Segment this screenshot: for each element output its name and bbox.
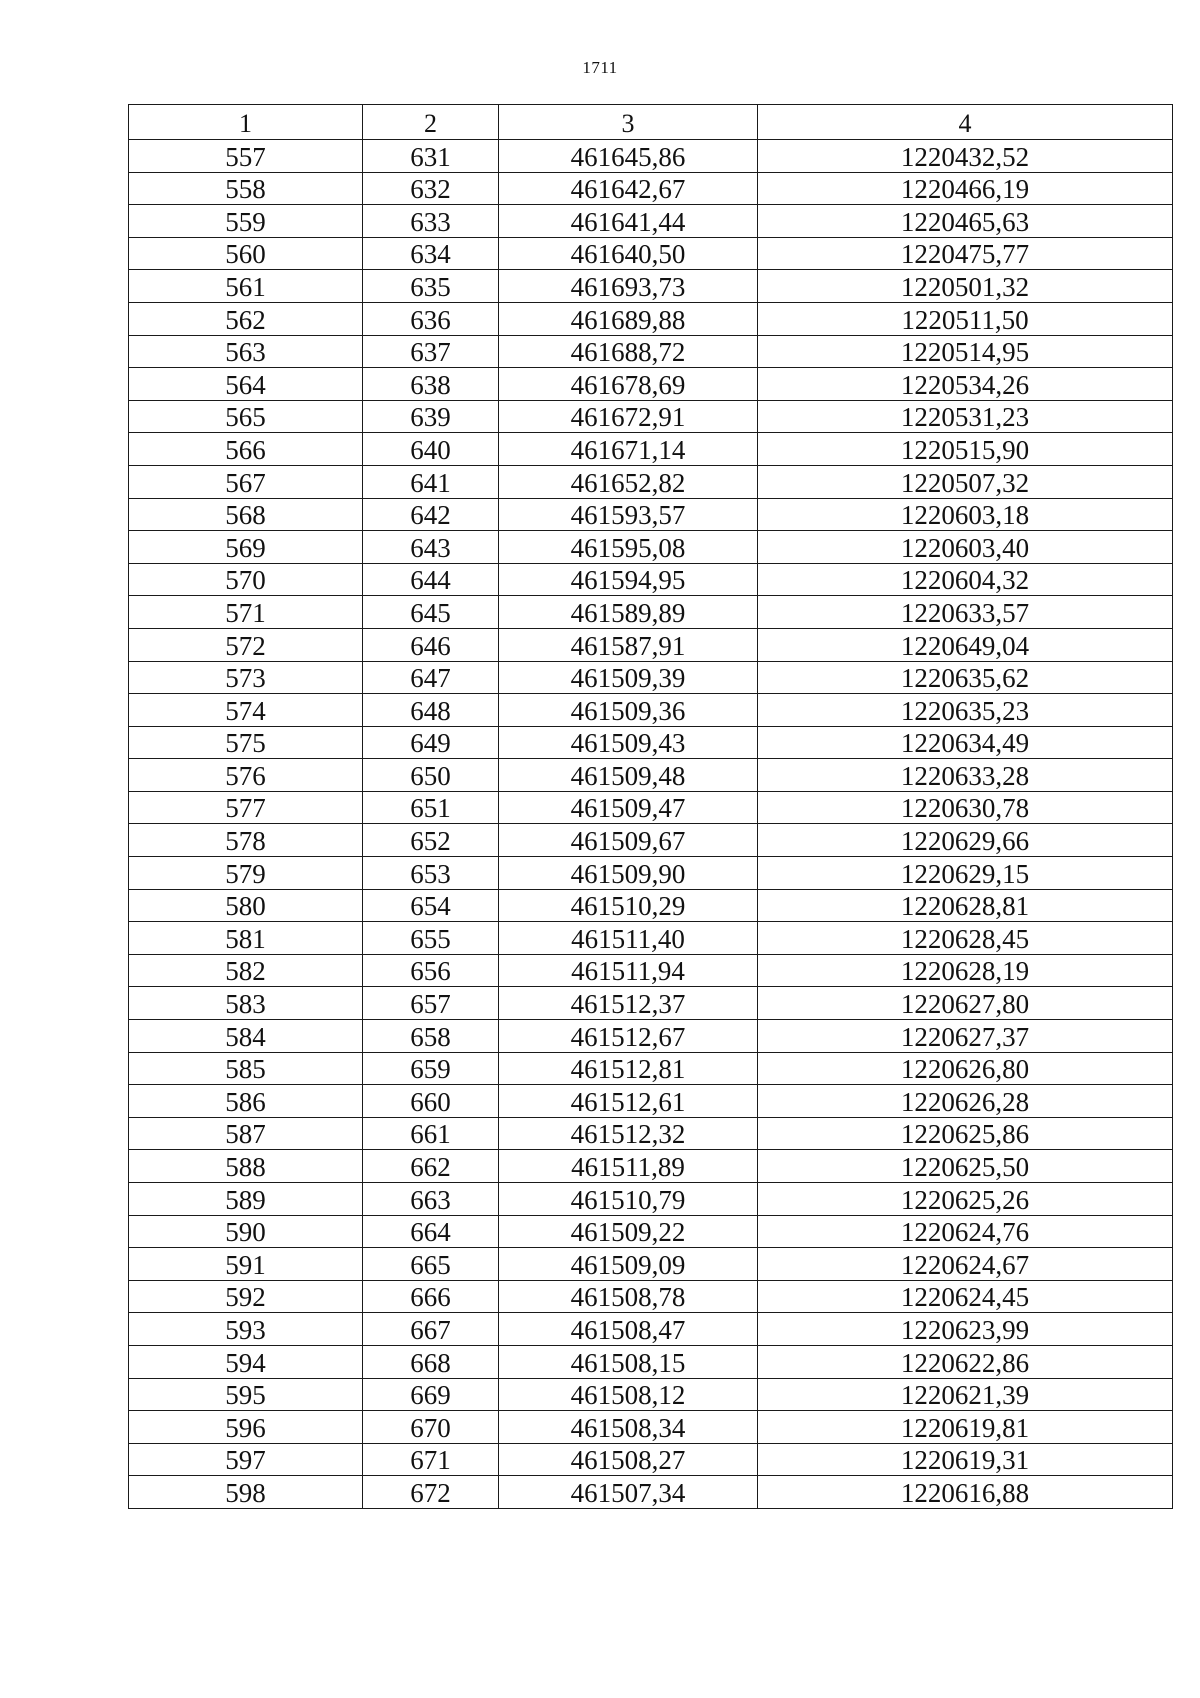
point-number-cell: 592 [129,1280,363,1313]
y-coordinate-cell: 1220625,50 [758,1150,1173,1183]
point-number-cell: 566 [129,433,363,466]
x-coordinate-cell: 461510,79 [499,1183,758,1216]
y-coordinate-cell: 1220633,28 [758,759,1173,792]
y-coordinate-cell: 1220635,62 [758,661,1173,694]
table-row [129,1411,1173,1444]
y-coordinate-cell: 1220475,77 [758,237,1173,270]
table-row [129,954,1173,987]
table-row [129,1345,1173,1378]
x-coordinate-cell: 461689,88 [499,302,758,335]
x-coordinate-cell: 461509,90 [499,857,758,890]
x-coordinate-cell: 461510,29 [499,889,758,922]
column-header-3: 3 [499,105,758,140]
y-coordinate-cell: 1220515,90 [758,433,1173,466]
point-number-cell: 564 [129,368,363,401]
point-number-cell: 568 [129,498,363,531]
point-number-cell: 573 [129,661,363,694]
table-row [129,270,1173,303]
coordinates-table [128,104,1173,1509]
x-coordinate-cell: 461672,91 [499,400,758,433]
table-row [129,1150,1173,1183]
table-row [129,433,1173,466]
x-coordinate-cell: 461509,47 [499,791,758,824]
index-cell: 637 [363,335,499,368]
x-coordinate-cell: 461641,44 [499,205,758,238]
point-number-cell: 557 [129,140,363,173]
index-cell: 666 [363,1280,499,1313]
column-header-2: 2 [363,105,499,140]
index-cell: 644 [363,563,499,596]
y-coordinate-cell: 1220629,66 [758,824,1173,857]
table-row [129,1020,1173,1053]
y-coordinate-cell: 1220511,50 [758,302,1173,335]
x-coordinate-cell: 461509,39 [499,661,758,694]
point-number-cell: 570 [129,563,363,596]
x-coordinate-cell: 461508,15 [499,1345,758,1378]
table-row [129,368,1173,401]
y-coordinate-cell: 1220628,81 [758,889,1173,922]
table-row [129,335,1173,368]
point-number-cell: 591 [129,1248,363,1281]
y-coordinate-cell: 1220534,26 [758,368,1173,401]
table-body [129,140,1173,1509]
index-cell: 663 [363,1183,499,1216]
y-coordinate-cell: 1220627,80 [758,987,1173,1020]
point-number-cell: 558 [129,172,363,205]
x-coordinate-cell: 461509,43 [499,726,758,759]
x-coordinate-cell: 461642,67 [499,172,758,205]
point-number-cell: 589 [129,1183,363,1216]
point-number-cell: 559 [129,205,363,238]
point-number-cell: 571 [129,596,363,629]
table-row [129,465,1173,498]
index-cell: 653 [363,857,499,890]
point-number-cell: 577 [129,791,363,824]
index-cell: 671 [363,1443,499,1476]
index-cell: 658 [363,1020,499,1053]
index-cell: 670 [363,1411,499,1444]
index-cell: 632 [363,172,499,205]
x-coordinate-cell: 461671,14 [499,433,758,466]
y-coordinate-cell: 1220649,04 [758,628,1173,661]
x-coordinate-cell: 461509,09 [499,1248,758,1281]
index-cell: 634 [363,237,499,270]
table-row [129,205,1173,238]
point-number-cell: 583 [129,987,363,1020]
x-coordinate-cell: 461640,50 [499,237,758,270]
index-cell: 660 [363,1085,499,1118]
index-cell: 631 [363,140,499,173]
y-coordinate-cell: 1220625,86 [758,1117,1173,1150]
x-coordinate-cell: 461511,89 [499,1150,758,1183]
table-row [129,759,1173,792]
x-coordinate-cell: 461593,57 [499,498,758,531]
x-coordinate-cell: 461508,47 [499,1313,758,1346]
x-coordinate-cell: 461589,89 [499,596,758,629]
index-cell: 639 [363,400,499,433]
table-row [129,1443,1173,1476]
y-coordinate-cell: 1220628,45 [758,922,1173,955]
table-row [129,498,1173,531]
y-coordinate-cell: 1220626,80 [758,1052,1173,1085]
index-cell: 669 [363,1378,499,1411]
x-coordinate-cell: 461587,91 [499,628,758,661]
x-coordinate-cell: 461508,34 [499,1411,758,1444]
y-coordinate-cell: 1220627,37 [758,1020,1173,1053]
index-cell: 640 [363,433,499,466]
x-coordinate-cell: 461508,12 [499,1378,758,1411]
table-row [129,1117,1173,1150]
y-coordinate-cell: 1220501,32 [758,270,1173,303]
table-row [129,1476,1173,1509]
point-number-cell: 580 [129,889,363,922]
x-coordinate-cell: 461508,27 [499,1443,758,1476]
y-coordinate-cell: 1220634,49 [758,726,1173,759]
table-row [129,889,1173,922]
point-number-cell: 586 [129,1085,363,1118]
index-cell: 656 [363,954,499,987]
x-coordinate-cell: 461693,73 [499,270,758,303]
index-cell: 651 [363,791,499,824]
x-coordinate-cell: 461509,36 [499,694,758,727]
y-coordinate-cell: 1220622,86 [758,1345,1173,1378]
x-coordinate-cell: 461512,37 [499,987,758,1020]
y-coordinate-cell: 1220624,45 [758,1280,1173,1313]
point-number-cell: 596 [129,1411,363,1444]
point-number-cell: 593 [129,1313,363,1346]
index-cell: 659 [363,1052,499,1085]
table-row [129,172,1173,205]
index-cell: 635 [363,270,499,303]
y-coordinate-cell: 1220514,95 [758,335,1173,368]
column-header-1: 1 [129,105,363,140]
index-cell: 638 [363,368,499,401]
x-coordinate-cell: 461508,78 [499,1280,758,1313]
x-coordinate-cell: 461594,95 [499,563,758,596]
table-row [129,922,1173,955]
index-cell: 655 [363,922,499,955]
point-number-cell: 574 [129,694,363,727]
point-number-cell: 585 [129,1052,363,1085]
point-number-cell: 579 [129,857,363,890]
x-coordinate-cell: 461509,48 [499,759,758,792]
table-row [129,726,1173,759]
index-cell: 646 [363,628,499,661]
table-row [129,1183,1173,1216]
table-row [129,1378,1173,1411]
index-cell: 642 [363,498,499,531]
table-row [129,1085,1173,1118]
x-coordinate-cell: 461511,40 [499,922,758,955]
y-coordinate-cell: 1220466,19 [758,172,1173,205]
header-row [129,105,1173,140]
index-cell: 650 [363,759,499,792]
y-coordinate-cell: 1220635,23 [758,694,1173,727]
table-row [129,791,1173,824]
index-cell: 661 [363,1117,499,1150]
x-coordinate-cell: 461512,81 [499,1052,758,1085]
index-cell: 652 [363,824,499,857]
index-cell: 647 [363,661,499,694]
page-number: 1711 [582,58,618,77]
x-coordinate-cell: 461512,61 [499,1085,758,1118]
y-coordinate-cell: 1220616,88 [758,1476,1173,1509]
y-coordinate-cell: 1220603,18 [758,498,1173,531]
point-number-cell: 597 [129,1443,363,1476]
point-number-cell: 595 [129,1378,363,1411]
point-number-cell: 562 [129,302,363,335]
point-number-cell: 582 [129,954,363,987]
y-coordinate-cell: 1220633,57 [758,596,1173,629]
point-number-cell: 575 [129,726,363,759]
y-coordinate-cell: 1220624,76 [758,1215,1173,1248]
index-cell: 657 [363,987,499,1020]
point-number-cell: 572 [129,628,363,661]
index-cell: 636 [363,302,499,335]
x-coordinate-cell: 461509,22 [499,1215,758,1248]
table-row [129,661,1173,694]
y-coordinate-cell: 1220619,31 [758,1443,1173,1476]
y-coordinate-cell: 1220465,63 [758,205,1173,238]
point-number-cell: 567 [129,465,363,498]
point-number-cell: 588 [129,1150,363,1183]
x-coordinate-cell: 461678,69 [499,368,758,401]
point-number-cell: 561 [129,270,363,303]
table-row [129,302,1173,335]
point-number-cell: 578 [129,824,363,857]
point-number-cell: 565 [129,400,363,433]
y-coordinate-cell: 1220629,15 [758,857,1173,890]
table-row [129,1248,1173,1281]
table-row [129,824,1173,857]
table-row [129,1052,1173,1085]
x-coordinate-cell: 461511,94 [499,954,758,987]
table-row [129,563,1173,596]
x-coordinate-cell: 461645,86 [499,140,758,173]
x-coordinate-cell: 461512,67 [499,1020,758,1053]
index-cell: 641 [363,465,499,498]
table-row [129,857,1173,890]
y-coordinate-cell: 1220626,28 [758,1085,1173,1118]
x-coordinate-cell: 461507,34 [499,1476,758,1509]
point-number-cell: 594 [129,1345,363,1378]
index-cell: 645 [363,596,499,629]
column-header-4: 4 [758,105,1173,140]
point-number-cell: 590 [129,1215,363,1248]
y-coordinate-cell: 1220625,26 [758,1183,1173,1216]
table-row [129,400,1173,433]
index-cell: 654 [363,889,499,922]
index-cell: 668 [363,1345,499,1378]
point-number-cell: 569 [129,531,363,564]
y-coordinate-cell: 1220621,39 [758,1378,1173,1411]
point-number-cell: 581 [129,922,363,955]
table-row [129,531,1173,564]
y-coordinate-cell: 1220603,40 [758,531,1173,564]
point-number-cell: 584 [129,1020,363,1053]
x-coordinate-cell: 461595,08 [499,531,758,564]
y-coordinate-cell: 1220507,32 [758,465,1173,498]
index-cell: 662 [363,1150,499,1183]
table-header [129,105,1173,140]
table-row [129,1280,1173,1313]
index-cell: 665 [363,1248,499,1281]
y-coordinate-cell: 1220619,81 [758,1411,1173,1444]
index-cell: 648 [363,694,499,727]
x-coordinate-cell: 461512,32 [499,1117,758,1150]
index-cell: 643 [363,531,499,564]
table-row [129,987,1173,1020]
y-coordinate-cell: 1220432,52 [758,140,1173,173]
point-number-cell: 563 [129,335,363,368]
y-coordinate-cell: 1220623,99 [758,1313,1173,1346]
table-row [129,1215,1173,1248]
table-row [129,1313,1173,1346]
point-number-cell: 560 [129,237,363,270]
y-coordinate-cell: 1220604,32 [758,563,1173,596]
x-coordinate-cell: 461509,67 [499,824,758,857]
index-cell: 649 [363,726,499,759]
point-number-cell: 598 [129,1476,363,1509]
index-cell: 633 [363,205,499,238]
table-row [129,596,1173,629]
y-coordinate-cell: 1220630,78 [758,791,1173,824]
index-cell: 672 [363,1476,499,1509]
table-row [129,694,1173,727]
index-cell: 667 [363,1313,499,1346]
table-row [129,628,1173,661]
x-coordinate-cell: 461688,72 [499,335,758,368]
table-row [129,237,1173,270]
y-coordinate-cell: 1220624,67 [758,1248,1173,1281]
index-cell: 664 [363,1215,499,1248]
table-row [129,140,1173,173]
y-coordinate-cell: 1220531,23 [758,400,1173,433]
y-coordinate-cell: 1220628,19 [758,954,1173,987]
x-coordinate-cell: 461652,82 [499,465,758,498]
point-number-cell: 576 [129,759,363,792]
point-number-cell: 587 [129,1117,363,1150]
